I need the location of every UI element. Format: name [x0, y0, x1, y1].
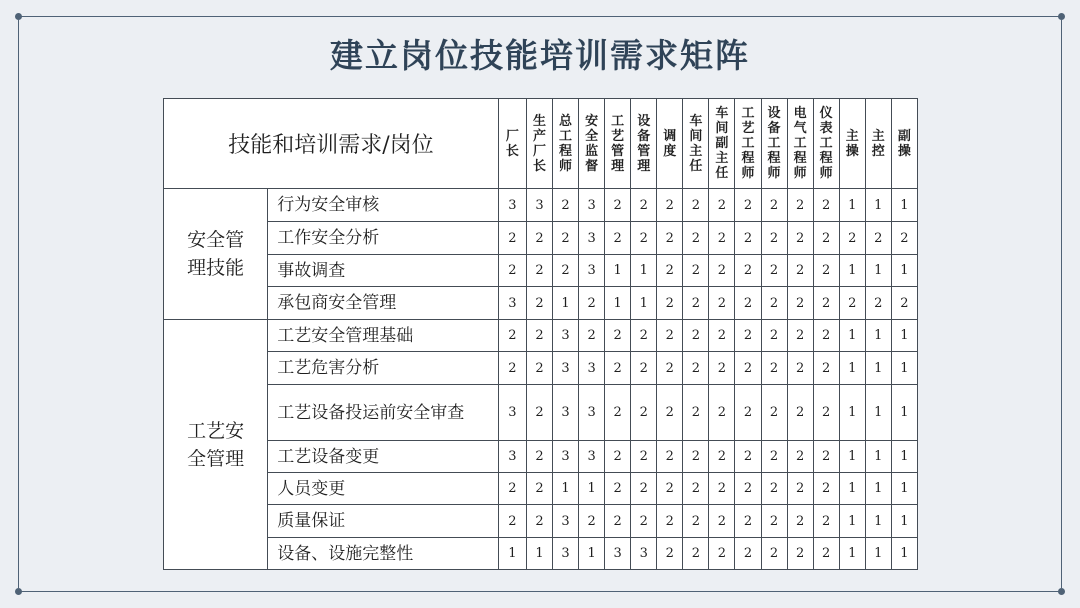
position-label: 车间主任 — [689, 113, 703, 174]
matrix-cell: 2 — [761, 441, 787, 473]
position-header — [735, 99, 761, 189]
matrix-cell: 1 — [891, 473, 917, 505]
matrix-cell: 2 — [553, 189, 579, 222]
matrix-cell: 3 — [553, 352, 579, 385]
position-label: 安全监督 — [585, 113, 599, 174]
matrix-cell: 2 — [813, 189, 839, 222]
matrix-cell: 1 — [631, 255, 657, 287]
matrix-cell: 2 — [605, 222, 631, 255]
matrix-cell: 3 — [553, 505, 579, 538]
matrix-cell: 2 — [605, 320, 631, 352]
matrix-cell: 2 — [709, 352, 735, 385]
skill-label: 质量保证 — [268, 505, 499, 538]
matrix-cell: 1 — [579, 473, 605, 505]
matrix-cell: 3 — [579, 352, 605, 385]
matrix-cell: 2 — [498, 320, 526, 352]
matrix-cell: 2 — [787, 222, 813, 255]
matrix-cell: 2 — [605, 385, 631, 441]
matrix-cell: 2 — [891, 287, 917, 320]
matrix-cell: 2 — [813, 320, 839, 352]
matrix-cell: 2 — [787, 441, 813, 473]
matrix-cell: 3 — [553, 385, 579, 441]
matrix-cell: 2 — [735, 352, 761, 385]
matrix-cell: 2 — [735, 538, 761, 570]
matrix-cell: 2 — [709, 441, 735, 473]
matrix-body — [164, 189, 918, 570]
frame-right-line — [1061, 20, 1062, 588]
matrix-cell: 2 — [526, 473, 552, 505]
matrix-cell: 2 — [526, 255, 552, 287]
skills-matrix-table — [163, 98, 918, 570]
matrix-cell: 1 — [891, 189, 917, 222]
matrix-cell: 2 — [657, 385, 683, 441]
skill-label: 工作安全分析 — [268, 222, 499, 255]
position-header — [891, 99, 917, 189]
matrix-cell: 2 — [657, 505, 683, 538]
matrix-cell: 2 — [498, 505, 526, 538]
matrix-cell: 2 — [787, 538, 813, 570]
position-label: 仪表工程师 — [819, 106, 833, 181]
matrix-cell: 1 — [865, 473, 891, 505]
matrix-cell: 2 — [526, 352, 552, 385]
matrix-cell: 2 — [761, 287, 787, 320]
frame-bottom-line — [20, 591, 1060, 592]
matrix-cell: 2 — [735, 505, 761, 538]
position-header — [813, 99, 839, 189]
matrix-cell: 1 — [498, 538, 526, 570]
position-label: 设备管理 — [637, 113, 651, 174]
matrix-cell: 2 — [787, 320, 813, 352]
matrix-cell: 2 — [683, 320, 709, 352]
matrix-cell: 1 — [605, 255, 631, 287]
matrix-cell: 1 — [865, 505, 891, 538]
position-label: 副操 — [897, 128, 911, 159]
matrix-cell: 2 — [631, 189, 657, 222]
position-header — [709, 99, 735, 189]
matrix-cell: 2 — [813, 287, 839, 320]
matrix-cell: 2 — [813, 505, 839, 538]
matrix-cell: 1 — [839, 352, 865, 385]
matrix-cell: 2 — [498, 352, 526, 385]
matrix-cell: 2 — [683, 255, 709, 287]
matrix-cell: 3 — [553, 538, 579, 570]
matrix-cell: 3 — [579, 385, 605, 441]
table-row — [164, 385, 918, 441]
matrix-cell: 2 — [735, 385, 761, 441]
matrix-cell: 1 — [891, 538, 917, 570]
matrix-cell: 2 — [761, 352, 787, 385]
matrix-cell: 2 — [761, 320, 787, 352]
matrix-cell: 2 — [553, 255, 579, 287]
matrix-cell: 1 — [631, 287, 657, 320]
skill-label: 设备、设施完整性 — [268, 538, 499, 570]
matrix-cell: 2 — [787, 287, 813, 320]
skill-label: 承包商安全管理 — [268, 287, 499, 320]
position-label: 主操 — [845, 128, 859, 159]
matrix-cell: 2 — [735, 222, 761, 255]
matrix-cell: 3 — [579, 222, 605, 255]
matrix-cell: 1 — [865, 255, 891, 287]
position-label: 工艺工程师 — [741, 106, 755, 181]
matrix-cell: 2 — [709, 320, 735, 352]
matrix-cell: 2 — [761, 538, 787, 570]
matrix-cell: 2 — [526, 505, 552, 538]
skill-label: 工艺安全管理基础 — [268, 320, 499, 352]
matrix-cell: 2 — [865, 222, 891, 255]
matrix-cell: 2 — [657, 538, 683, 570]
table-row — [164, 441, 918, 473]
matrix-cell: 3 — [498, 441, 526, 473]
matrix-cell: 2 — [683, 473, 709, 505]
matrix-cell: 2 — [605, 505, 631, 538]
matrix-cell: 1 — [865, 441, 891, 473]
matrix-cell: 2 — [735, 441, 761, 473]
position-header — [839, 99, 865, 189]
matrix-cell: 1 — [839, 441, 865, 473]
table-row — [164, 352, 918, 385]
position-label: 主控 — [871, 128, 885, 159]
matrix-cell: 1 — [865, 320, 891, 352]
table-row — [164, 505, 918, 538]
matrix-cell: 2 — [605, 352, 631, 385]
skill-label: 行为安全审核 — [268, 189, 499, 222]
skill-label: 工艺设备变更 — [268, 441, 499, 473]
matrix-cell: 2 — [631, 352, 657, 385]
matrix-cell: 2 — [735, 473, 761, 505]
frame-corner-dot — [15, 588, 22, 595]
matrix-cell: 2 — [787, 473, 813, 505]
matrix-cell: 2 — [761, 385, 787, 441]
matrix-cell: 2 — [605, 473, 631, 505]
matrix-cell: 2 — [787, 189, 813, 222]
matrix-cell: 2 — [709, 505, 735, 538]
matrix-cell: 2 — [526, 441, 552, 473]
table-row — [164, 320, 918, 352]
position-header — [526, 99, 552, 189]
matrix-cell: 2 — [657, 255, 683, 287]
matrix-cell: 1 — [865, 538, 891, 570]
matrix-cell: 2 — [657, 189, 683, 222]
matrix-cell: 2 — [787, 385, 813, 441]
group-label: 工艺安 全管理 — [164, 320, 268, 570]
position-header — [605, 99, 631, 189]
matrix-cell: 3 — [631, 538, 657, 570]
table-row — [164, 473, 918, 505]
position-label: 工艺管理 — [611, 113, 625, 174]
matrix-cell: 2 — [526, 287, 552, 320]
matrix-cell: 2 — [813, 385, 839, 441]
matrix-cell: 2 — [605, 441, 631, 473]
matrix-cell: 2 — [526, 222, 552, 255]
matrix-cell: 2 — [683, 538, 709, 570]
matrix-cell: 1 — [891, 441, 917, 473]
matrix-cell: 3 — [498, 385, 526, 441]
matrix-cell: 1 — [605, 287, 631, 320]
matrix-cell: 1 — [839, 255, 865, 287]
matrix-cell: 2 — [735, 189, 761, 222]
matrix-cell: 2 — [787, 255, 813, 287]
header-row — [164, 99, 918, 189]
matrix-cell: 3 — [526, 189, 552, 222]
position-label: 设备工程师 — [767, 106, 781, 181]
matrix-cell: 2 — [657, 320, 683, 352]
skill-label: 人员变更 — [268, 473, 499, 505]
matrix-cell: 2 — [657, 352, 683, 385]
matrix-cell: 2 — [709, 222, 735, 255]
position-label: 厂长 — [505, 128, 519, 159]
matrix-cell: 2 — [498, 222, 526, 255]
matrix-cell: 2 — [709, 385, 735, 441]
matrix-cell: 2 — [787, 352, 813, 385]
matrix-cell: 1 — [526, 538, 552, 570]
table-row — [164, 287, 918, 320]
matrix-cell: 2 — [526, 385, 552, 441]
table-row — [164, 222, 918, 255]
matrix-cell: 2 — [709, 287, 735, 320]
matrix-cell: 2 — [813, 352, 839, 385]
matrix-cell: 2 — [813, 255, 839, 287]
position-header — [631, 99, 657, 189]
table-row — [164, 189, 918, 222]
matrix-cell: 2 — [683, 287, 709, 320]
corner-header: 技能和培训需求/岗位 — [164, 99, 499, 189]
matrix-cell: 2 — [657, 222, 683, 255]
matrix-cell: 2 — [709, 189, 735, 222]
matrix-cell: 2 — [787, 505, 813, 538]
position-label: 电气工程师 — [793, 106, 807, 181]
matrix-cell: 2 — [735, 287, 761, 320]
matrix-cell: 2 — [631, 222, 657, 255]
skill-label: 事故调查 — [268, 255, 499, 287]
matrix-cell: 2 — [631, 385, 657, 441]
matrix-cell: 2 — [761, 505, 787, 538]
matrix-cell: 1 — [839, 320, 865, 352]
position-label: 总工程师 — [559, 113, 573, 174]
frame-corner-dot — [1058, 588, 1065, 595]
matrix-cell: 2 — [839, 287, 865, 320]
matrix-cell: 3 — [498, 287, 526, 320]
matrix-cell: 2 — [709, 255, 735, 287]
position-header — [865, 99, 891, 189]
matrix-cell: 1 — [839, 385, 865, 441]
matrix-cell: 2 — [579, 287, 605, 320]
matrix-cell: 2 — [553, 222, 579, 255]
position-header — [579, 99, 605, 189]
position-header — [787, 99, 813, 189]
matrix-cell: 2 — [683, 505, 709, 538]
matrix-cell: 2 — [605, 189, 631, 222]
matrix-cell: 2 — [579, 505, 605, 538]
matrix-cell: 3 — [579, 255, 605, 287]
matrix-cell: 2 — [761, 189, 787, 222]
matrix-cell: 3 — [553, 320, 579, 352]
matrix-cell: 2 — [683, 385, 709, 441]
position-header — [761, 99, 787, 189]
matrix-cell: 2 — [631, 441, 657, 473]
frame-left-line — [18, 20, 19, 588]
matrix-cell: 2 — [657, 287, 683, 320]
matrix-cell: 2 — [683, 352, 709, 385]
matrix-cell: 1 — [891, 320, 917, 352]
position-label: 生产厂长 — [532, 113, 546, 174]
position-label: 调度 — [663, 128, 677, 159]
frame-top-line — [20, 16, 1060, 17]
matrix-cell: 1 — [579, 538, 605, 570]
matrix-cell: 2 — [683, 189, 709, 222]
skill-label: 工艺危害分析 — [268, 352, 499, 385]
matrix-cell: 2 — [735, 320, 761, 352]
matrix-cell: 1 — [865, 385, 891, 441]
matrix-cell: 1 — [839, 473, 865, 505]
page-title: 建立岗位技能培训需求矩阵 — [330, 36, 750, 75]
matrix-cell: 2 — [631, 320, 657, 352]
matrix-cell: 2 — [498, 255, 526, 287]
group-label: 安全管 理技能 — [164, 189, 268, 320]
matrix-cell: 1 — [891, 255, 917, 287]
matrix-cell: 2 — [709, 538, 735, 570]
matrix-cell: 1 — [553, 473, 579, 505]
matrix-cell: 1 — [865, 189, 891, 222]
matrix-cell: 2 — [813, 538, 839, 570]
position-header — [657, 99, 683, 189]
position-header — [553, 99, 579, 189]
matrix-cell: 2 — [839, 222, 865, 255]
matrix-cell: 2 — [631, 473, 657, 505]
matrix-cell: 2 — [735, 255, 761, 287]
matrix-cell: 3 — [553, 441, 579, 473]
matrix-cell: 1 — [891, 352, 917, 385]
matrix-cell: 2 — [683, 441, 709, 473]
frame-corner-dot — [15, 13, 22, 20]
matrix-cell: 3 — [579, 441, 605, 473]
matrix-cell: 1 — [891, 385, 917, 441]
matrix-cell: 2 — [813, 473, 839, 505]
matrix-cell: 1 — [839, 189, 865, 222]
skill-label: 工艺设备投运前安全审查 — [268, 385, 499, 441]
matrix-cell: 1 — [865, 352, 891, 385]
matrix-cell: 2 — [813, 441, 839, 473]
matrix-cell: 2 — [657, 473, 683, 505]
frame-corner-dot — [1058, 13, 1065, 20]
matrix-cell: 3 — [579, 189, 605, 222]
matrix-cell: 1 — [553, 287, 579, 320]
position-header — [498, 99, 526, 189]
matrix-cell: 1 — [839, 538, 865, 570]
matrix-cell: 2 — [526, 320, 552, 352]
matrix-cell: 2 — [761, 222, 787, 255]
matrix-cell: 2 — [891, 222, 917, 255]
matrix-cell: 1 — [839, 505, 865, 538]
matrix-cell: 2 — [498, 473, 526, 505]
matrix-cell: 3 — [498, 189, 526, 222]
position-header — [683, 99, 709, 189]
matrix-cell: 2 — [709, 473, 735, 505]
table-row — [164, 255, 918, 287]
matrix-cell: 3 — [605, 538, 631, 570]
matrix-cell: 2 — [813, 222, 839, 255]
matrix-cell: 2 — [683, 222, 709, 255]
matrix-cell: 2 — [761, 255, 787, 287]
matrix-cell: 2 — [579, 320, 605, 352]
matrix-cell: 1 — [891, 505, 917, 538]
matrix-cell: 2 — [631, 505, 657, 538]
table-row — [164, 538, 918, 570]
position-label: 车间副主任 — [715, 106, 729, 181]
matrix-cell: 2 — [657, 441, 683, 473]
matrix-cell: 2 — [761, 473, 787, 505]
matrix-cell: 2 — [865, 287, 891, 320]
